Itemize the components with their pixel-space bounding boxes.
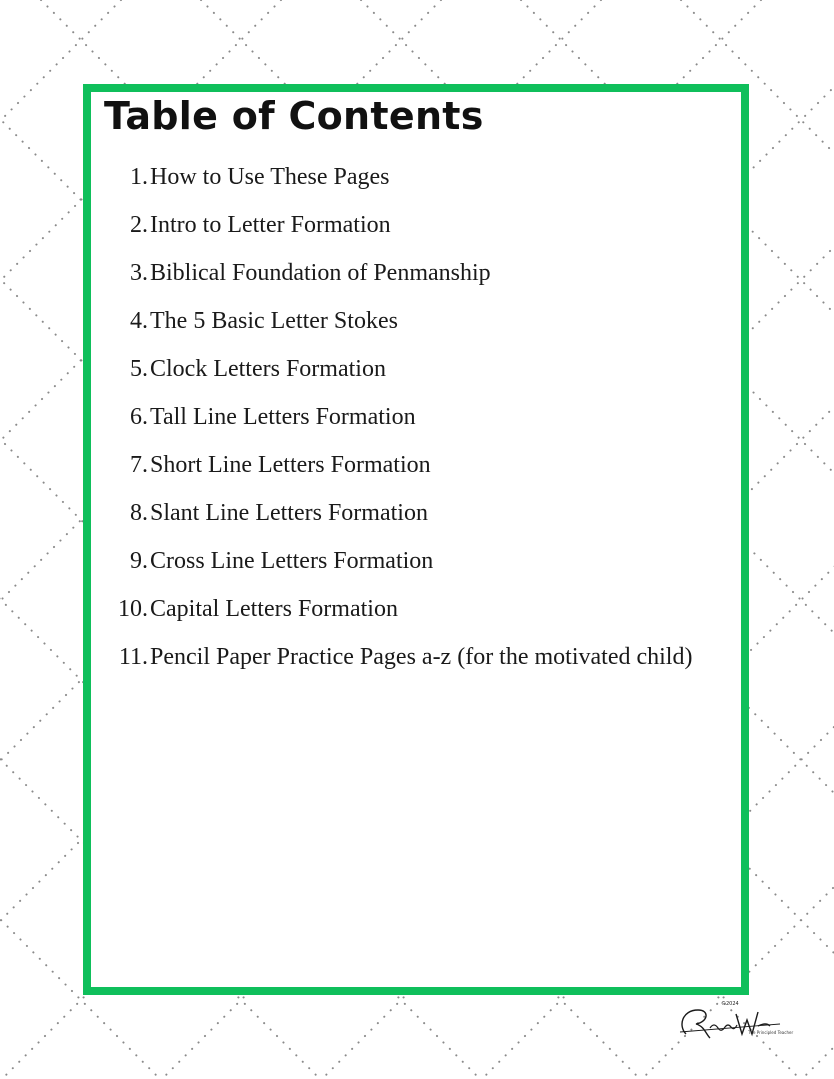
signature-copyright: ©2024: [721, 1001, 739, 1007]
table-of-contents-list: [110, 164, 740, 692]
page-title: Table of Contents: [104, 94, 484, 138]
toc-item-number: 7.: [130, 452, 148, 478]
toc-item: [110, 404, 740, 452]
toc-item: [110, 260, 740, 308]
toc-item-text: Tall Line Letters Formation: [150, 404, 416, 430]
toc-item-text: The 5 Basic Letter Stokes: [150, 308, 398, 334]
toc-item-number: 11.: [118, 644, 148, 670]
toc-item-number: 3.: [130, 260, 148, 286]
toc-item: [110, 548, 740, 596]
toc-item-number: 8.: [130, 500, 148, 526]
author-signature-logo: [676, 996, 794, 1046]
toc-item-text: Cross Line Letters Formation: [150, 548, 434, 574]
toc-item: [110, 212, 740, 260]
toc-item-text: Capital Letters Formation: [150, 596, 398, 622]
toc-item: [110, 452, 740, 500]
toc-item-number: 2.: [130, 212, 148, 238]
toc-item-text: Biblical Foundation of Penmanship: [150, 260, 491, 286]
toc-item-text: Pencil Paper Practice Pages a-z (for the motivated child): [150, 644, 693, 670]
toc-item-number: 1.: [130, 164, 148, 190]
toc-item-number: 6.: [130, 404, 148, 430]
toc-item-number: 5.: [130, 356, 148, 382]
toc-item-text: How to Use These Pages: [150, 164, 390, 190]
toc-item: [110, 596, 740, 644]
toc-item-text: Clock Letters Formation: [150, 356, 386, 382]
toc-item: [110, 356, 740, 404]
toc-item-text: Short Line Letters Formation: [150, 452, 431, 478]
toc-item-number: 10.: [118, 596, 148, 622]
toc-item-number: 4.: [130, 308, 148, 334]
toc-item: [110, 308, 740, 356]
toc-item: [110, 164, 740, 212]
toc-item: [110, 644, 740, 692]
toc-item-text: Intro to Letter Formation: [150, 212, 391, 238]
toc-item: [110, 500, 740, 548]
toc-item-text: Slant Line Letters Formation: [150, 500, 428, 526]
toc-item-number: 9.: [130, 548, 148, 574]
signature-tagline: The Principled Teacher: [748, 1030, 794, 1035]
